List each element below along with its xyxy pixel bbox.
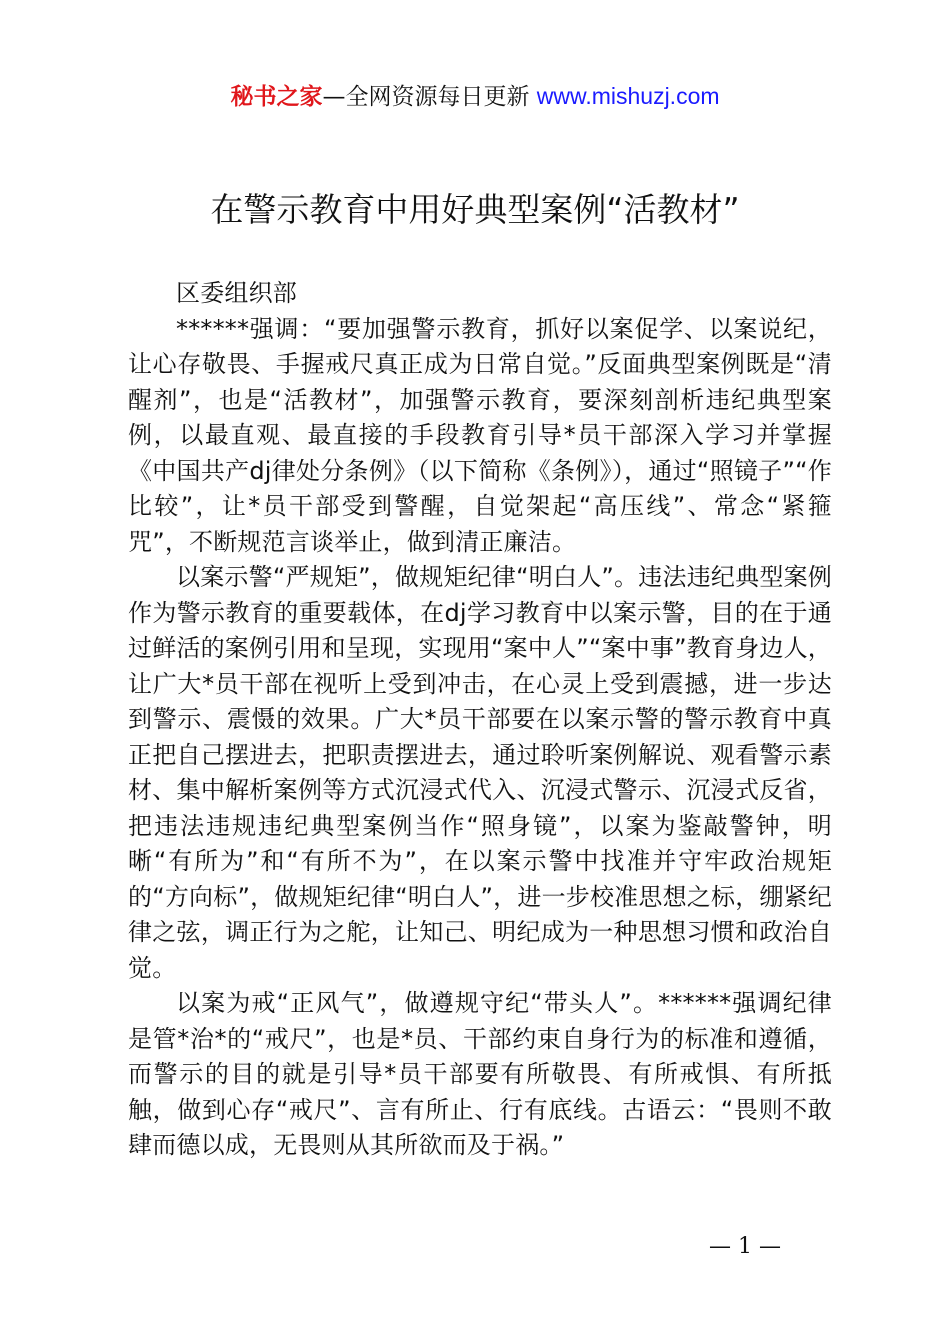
document-body [128,276,832,1164]
body-paragraph: 以案示警“严规矩”，做规矩纪律“明白人”。违法违纪典型案例作为警示教育的重要载体，在dj学习教育中以案示警，目的在于通过鲜活的案例引用和呈现，实现用“案中人”“案中事”教育身边人，让广大*员干部在视听上受到冲击，在心灵上受到震撼，进一步达到警示、震慑的效果。广大*员干部要在以案示警的警示教育中真正把自己摆进去，把职责摆进去，通过聆听案例解说、观看警示素材、集中解析案例等方式沉浸式代入、沉浸式警示、沉浸式反省，把违法违规违纪典型案例当作“照身镜”，以案为鉴敲警钟，明晰“有所为”和“有所不为”，在以案示警中找准并守牢政治规矩的“方向标”，做规矩纪律“明白人”，进一步校准思想之标，绷紧纪律之弦，调正行为之舵，让知己、明纪成为一种思想习惯和政治自觉。 [128,563,832,982]
site-url-link[interactable]: www.mishuzj.com [536,83,720,109]
page-number: — 1 — [709,1234,781,1259]
body-paragraph: ******强调：“要加强警示教育，抓好以案促学、以案说纪，让心存敬畏、手握戒尺真正成为日常自觉。”反面典型案例既是“清醒剂”，也是“活教材”，加强警示教育，要深刻剖析违纪典型案例，以最直观、最直接的手段教育引导*员干部深入学习并掌握《中国共产dj律处分条例》（以下简称《条例》），通过“照镜子”“作比较”，让*员干部受到警醒，自觉架起“高压线”、常念“紧箍咒”，不断规范言谈举止，做到清正廉洁。 [128,314,832,556]
document-title: 在警示教育中用好典型案例“活教材” [210,190,740,229]
author-line: 区委组织部 [176,279,297,307]
body-paragraph: 以案为戒“正风气”，做遵规守纪“带头人”。******强调纪律是管*治*的“戒尺”，也是*员、干部约束自身行为的标准和遵循，而警示的目的就是引导*员干部要有所敬畏、有所戒惧、有所抵触，做到心存“戒尺”、言有所止、行有底线。古语云：“畏则不敢肆而德以成，无畏则从其所欲而及于祸。” [128,989,832,1159]
site-brand: 秘书之家 [230,84,323,110]
site-tagline: —全网资源每日更新 [322,84,530,110]
site-header [0,80,950,113]
